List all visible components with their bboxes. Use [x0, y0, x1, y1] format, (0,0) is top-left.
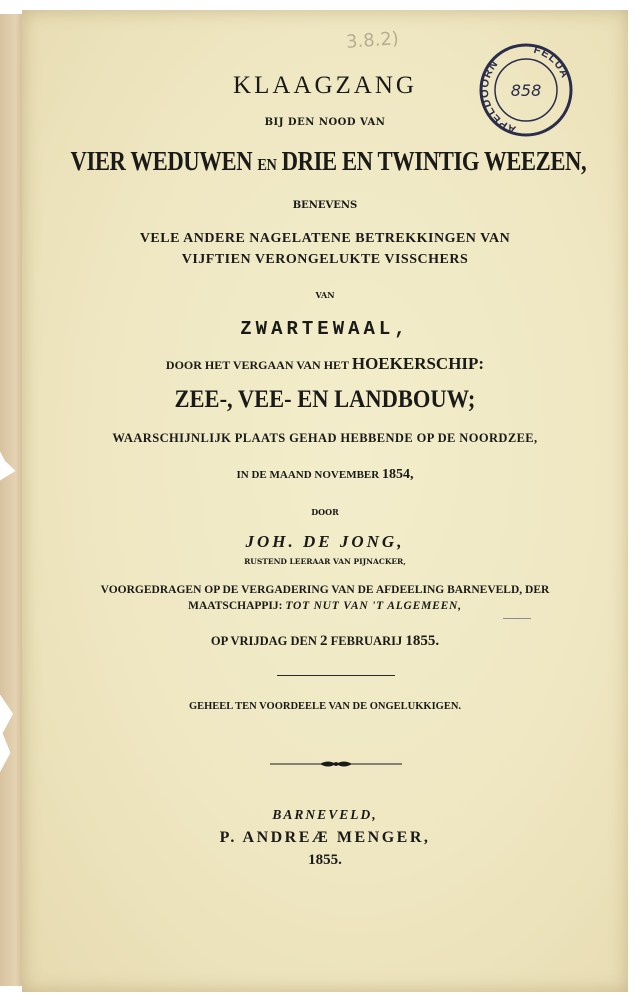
- stamp-text-right: FELUA: [532, 43, 572, 81]
- subtitle-voorgedragen-2: [22, 600, 628, 612]
- subtitle-voorgedragen-1: VOORGEDRAGEN OP DE VERGADERING VAN DE AFDEELING BARNEVELD, DER: [100, 584, 550, 596]
- subtitle-vier-b: DRIE EN TWINTIG WEEZEN,: [281, 146, 587, 176]
- ship-name: ZEE-, VEE- EN LANDBOUW;: [174, 386, 476, 413]
- byline-door: DOOR: [311, 507, 339, 517]
- subtitle-door-het-vergaan: [22, 354, 628, 374]
- horizontal-rule: [277, 675, 395, 676]
- subtitle-bij: BIJ DEN NOOD VAN: [264, 117, 386, 128]
- stamp-text-top: APELDOORN: [478, 57, 518, 136]
- imprint-year: 1855.: [308, 852, 342, 868]
- imprint-place: BARNEVELD,: [272, 807, 378, 822]
- stamp-number: 858: [510, 81, 542, 100]
- subtitle-waarschijnlijk: WAARSCHIJNLIJK PLAATS GEHAD HEBBENDE OP DE NOORDZEE,: [112, 431, 538, 445]
- subtitle-vele-1: VELE ANDERE NAGELATENE BETREKKINGEN VAN: [139, 231, 511, 246]
- subtitle-maand: [22, 467, 628, 483]
- pencil-underline-mark: [503, 618, 531, 619]
- subtitle-maand-year: 1854,: [381, 467, 414, 482]
- book-title: KLAAGZANG: [233, 72, 417, 99]
- subtitle-vele-2: VIJFTIEN VERONGELUKTE VISSCHERS: [181, 252, 469, 267]
- author-name: JOH. DE JONG,: [245, 532, 405, 551]
- author-role: RUSTEND LEERAAR VAN PIJNACKER,: [244, 557, 406, 566]
- subtitle-vier-weduwen: [70, 146, 587, 177]
- subtitle-vrijdag: [22, 633, 628, 650]
- subtitle-vrijdag-day: 2: [320, 633, 328, 649]
- imprint-printer: P. ANDREÆ MENGER,: [219, 829, 431, 846]
- subtitle-vier-en: EN: [257, 155, 277, 174]
- subtitle-vier-a: VIER WEDUWEN: [70, 146, 253, 176]
- ornamental-rule: [270, 758, 402, 770]
- subtitle-vrijdag-b: FEBRUARIJ: [330, 634, 403, 648]
- subtitle-vrijdag-year: 1855.: [405, 633, 440, 649]
- subtitle-door-a: DOOR HET VERGAAN VAN HET: [165, 358, 349, 372]
- subtitle-door-b: HOEKERSCHIP:: [351, 354, 485, 373]
- place-name: ZWARTEWAAL,: [240, 318, 410, 340]
- society-name: TOT NUT VAN 'T ALGEMEEN,: [285, 600, 462, 612]
- subtitle-vrijdag-a: OP VRIJDAG DEN: [210, 634, 317, 648]
- subtitle-geheel: GEHEEL TEN VOORDEELE VAN DE ONGELUKKIGEN.: [188, 701, 462, 712]
- subtitle-voorgedragen-2a: MAATSCHAPPIJ:: [188, 600, 283, 612]
- subtitle-maand-a: IN DE MAAND NOVEMBER: [236, 469, 380, 481]
- handwritten-note: 3.8.2): [345, 28, 400, 53]
- subtitle-benevens: BENEVENS: [292, 200, 358, 211]
- subtitle-van: VAN: [315, 290, 335, 300]
